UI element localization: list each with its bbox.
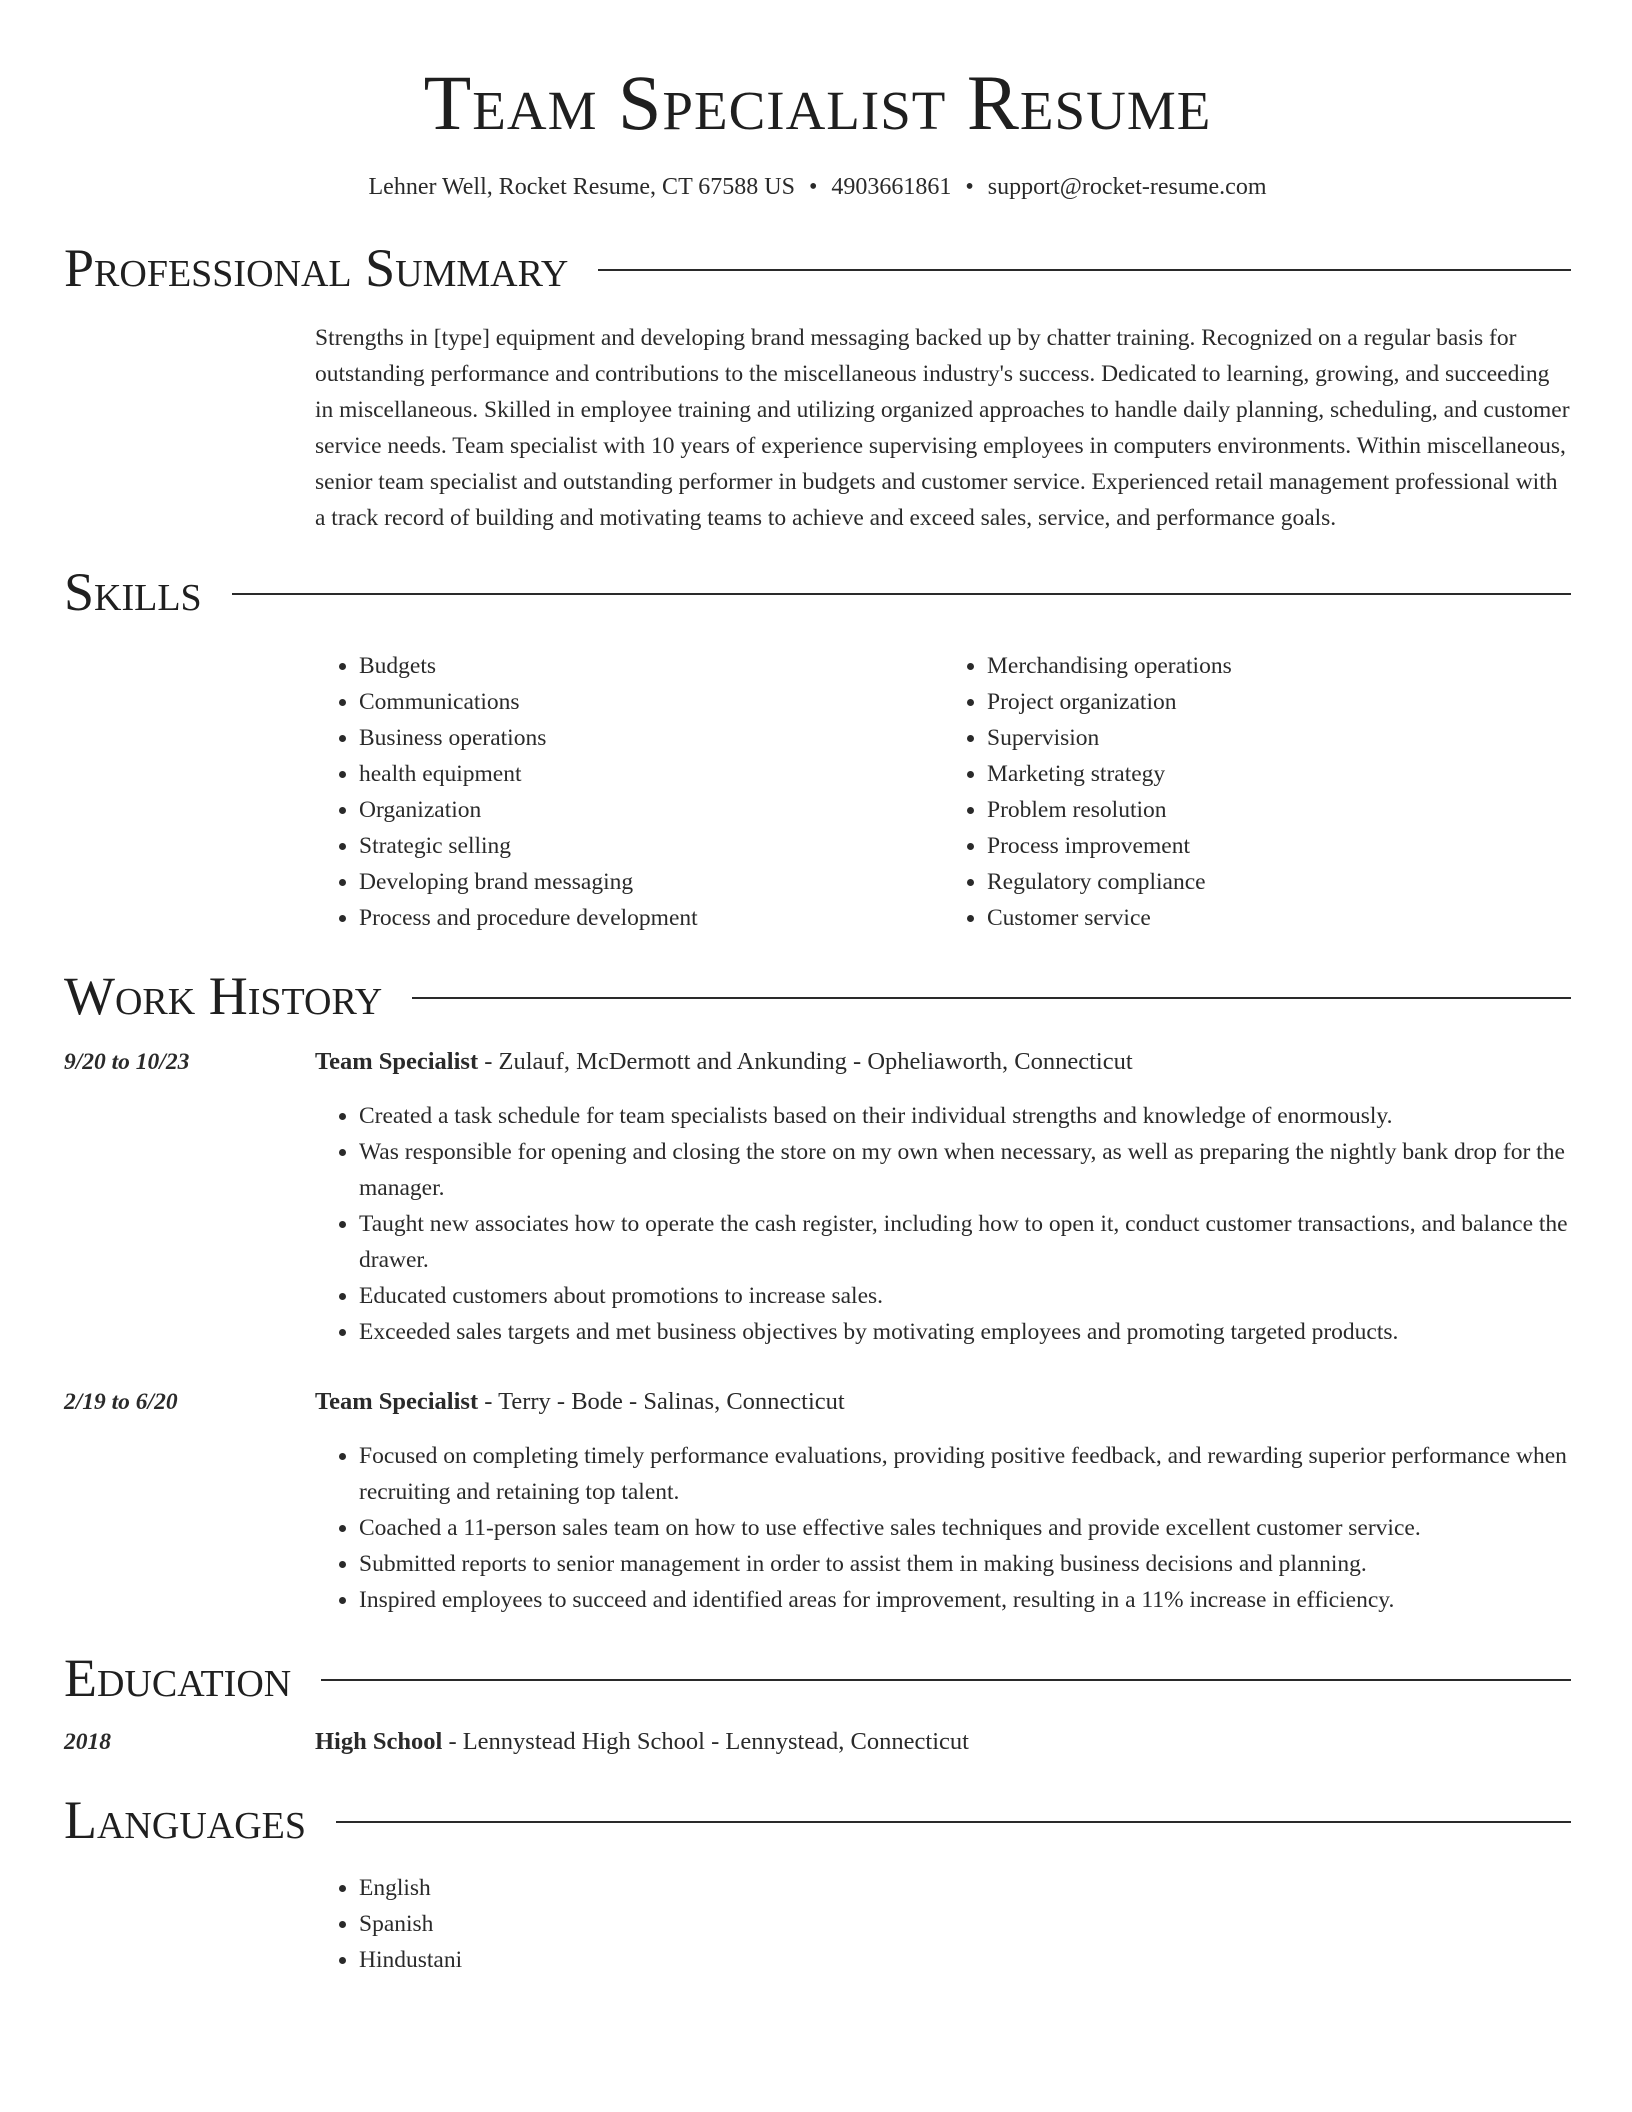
skills-column-left [315,648,943,936]
education-date: 2018 [64,1729,111,1755]
job-heading [315,1044,1571,1080]
skill-item: • Problem resolution [987,792,1571,828]
contact-address: Lehner Well, Rocket Resume, CT 67588 US [368,174,795,200]
section-heading-languages: Languages [64,1790,306,1850]
languages-list [315,1870,1571,1978]
job-bullet: • Focused on completing timely performance evaluations, providing positive feedback, and rewarding superior performance when recruiting and retaining top talent. [359,1438,1571,1510]
job-date: 2/19 to 6/20 [64,1389,178,1415]
section-work-header [64,966,1571,1026]
language-item: • English [359,1870,1571,1906]
contact-email[interactable]: support@rocket-resume.com [987,174,1267,200]
section-heading-education: Education [64,1648,292,1708]
section-summary-header [64,238,1571,298]
skill-item: • Merchandising operations [987,648,1571,684]
skill-item: • Process and procedure development [359,900,943,936]
section-divider [321,1679,1571,1681]
job-title: Team Specialist [315,1388,479,1415]
education-heading [315,1724,1571,1760]
job-bullet: • Inspired employees to succeed and identified areas for improvement, resulting in a 11% increase in efficiency. [359,1582,1571,1618]
skill-item: • Communications [359,684,943,720]
skill-item: • health equipment [359,756,943,792]
skill-item: • Business operations [359,720,943,756]
job-body [315,1384,1571,1618]
job-bullet: • Coached a 11-person sales team on how to use effective sales techniques and provide excellent customer service. [359,1510,1571,1546]
skill-item: • Project organization [987,684,1571,720]
summary-text: Strengths in [type] equipment and developing brand messaging backed up by chatter training. Recognized on a regular basis for outstanding performance and contributions to the miscellaneous industry's success. Dedicated to learning, growing, and succeeding in miscellaneous. Skilled in employee training and utilizing organized approaches to handle daily planning, scheduling, and customer service needs. Team specialist with 10 years of experience supervising employees in computers environments. Within miscellaneous, senior team specialist and outstanding performer in budgets and customer service. Experienced retail management professional with a track record of building and motivating teams to achieve and exceed sales, service, and performance goals. [315,325,1570,531]
skills-list [315,648,1571,936]
section-education-header [64,1648,1571,1708]
skill-item: • Organization [359,792,943,828]
section-languages-header [64,1790,1571,1850]
skill-item: • Marketing strategy [987,756,1571,792]
job-body [315,1044,1571,1350]
section-divider [336,1821,1571,1823]
skill-item: • Regulatory compliance [987,864,1571,900]
section-divider [598,269,1571,271]
job-bullet: • Submitted reports to senior management in order to assist them in making business decisions and planning. [359,1546,1571,1582]
section-heading-skills: Skills [64,562,202,622]
skills-column-right [943,648,1571,936]
skill-item: • Customer service [987,900,1571,936]
resume-page [64,0,1571,1978]
contact-line [64,172,1571,202]
job-bullet: • Created a task schedule for team specialists based on their individual strengths and knowledge of enormously. [359,1098,1571,1134]
contact-phone: 4903661861 [831,174,952,200]
skill-item: • Process improvement [987,828,1571,864]
job-entry [64,1384,1571,1618]
language-item: • Hindustani [359,1942,1571,1978]
contact-separator: • [965,174,974,200]
job-bullet: • Educated customers about promotions to increase sales. [359,1278,1571,1314]
job-bullets [315,1438,1571,1618]
section-heading-summary: Professional Summary [64,238,569,298]
education-degree: High School [315,1728,443,1755]
section-divider [412,997,1571,999]
languages-bullets [315,1870,1571,1978]
job-bullets [315,1098,1571,1350]
language-item: • Spanish [359,1906,1571,1942]
section-skills-header [64,562,1571,622]
section-heading-work: Work History [64,966,383,1026]
job-bullet: • Was responsible for opening and closing the store on my own when necessary, as well as preparing the nightly bank drop for the manager. [359,1134,1571,1206]
skill-item: • Developing brand messaging [359,864,943,900]
resume-title: Team Specialist Resume [423,59,1212,146]
job-entry [64,1044,1571,1350]
contact-separator: • [808,174,818,200]
job-details: - Terry - Bode - Salinas, Connecticut [478,1388,845,1415]
job-bullet: • Taught new associates how to operate the cash register, including how to open it, conduct customer transactions, and balance the drawer. [359,1206,1571,1278]
section-divider [232,593,1571,595]
education-entry [64,1724,1571,1760]
skill-item: • Strategic selling [359,828,943,864]
job-date: 9/20 to 10/23 [64,1049,190,1075]
job-details: - Zulauf, McDermott and Ankunding - Opheliaworth, Connecticut [478,1048,1133,1075]
education-details: - Lennystead High School - Lennystead, Connecticut [442,1728,969,1755]
skill-item: • Supervision [987,720,1571,756]
skill-item: • Budgets [359,648,943,684]
job-bullet: • Exceeded sales targets and met business objectives by motivating employees and promoting targeted products. [359,1314,1571,1350]
job-heading [315,1384,1571,1420]
job-title: Team Specialist [315,1048,479,1075]
education-body [315,1724,1571,1760]
